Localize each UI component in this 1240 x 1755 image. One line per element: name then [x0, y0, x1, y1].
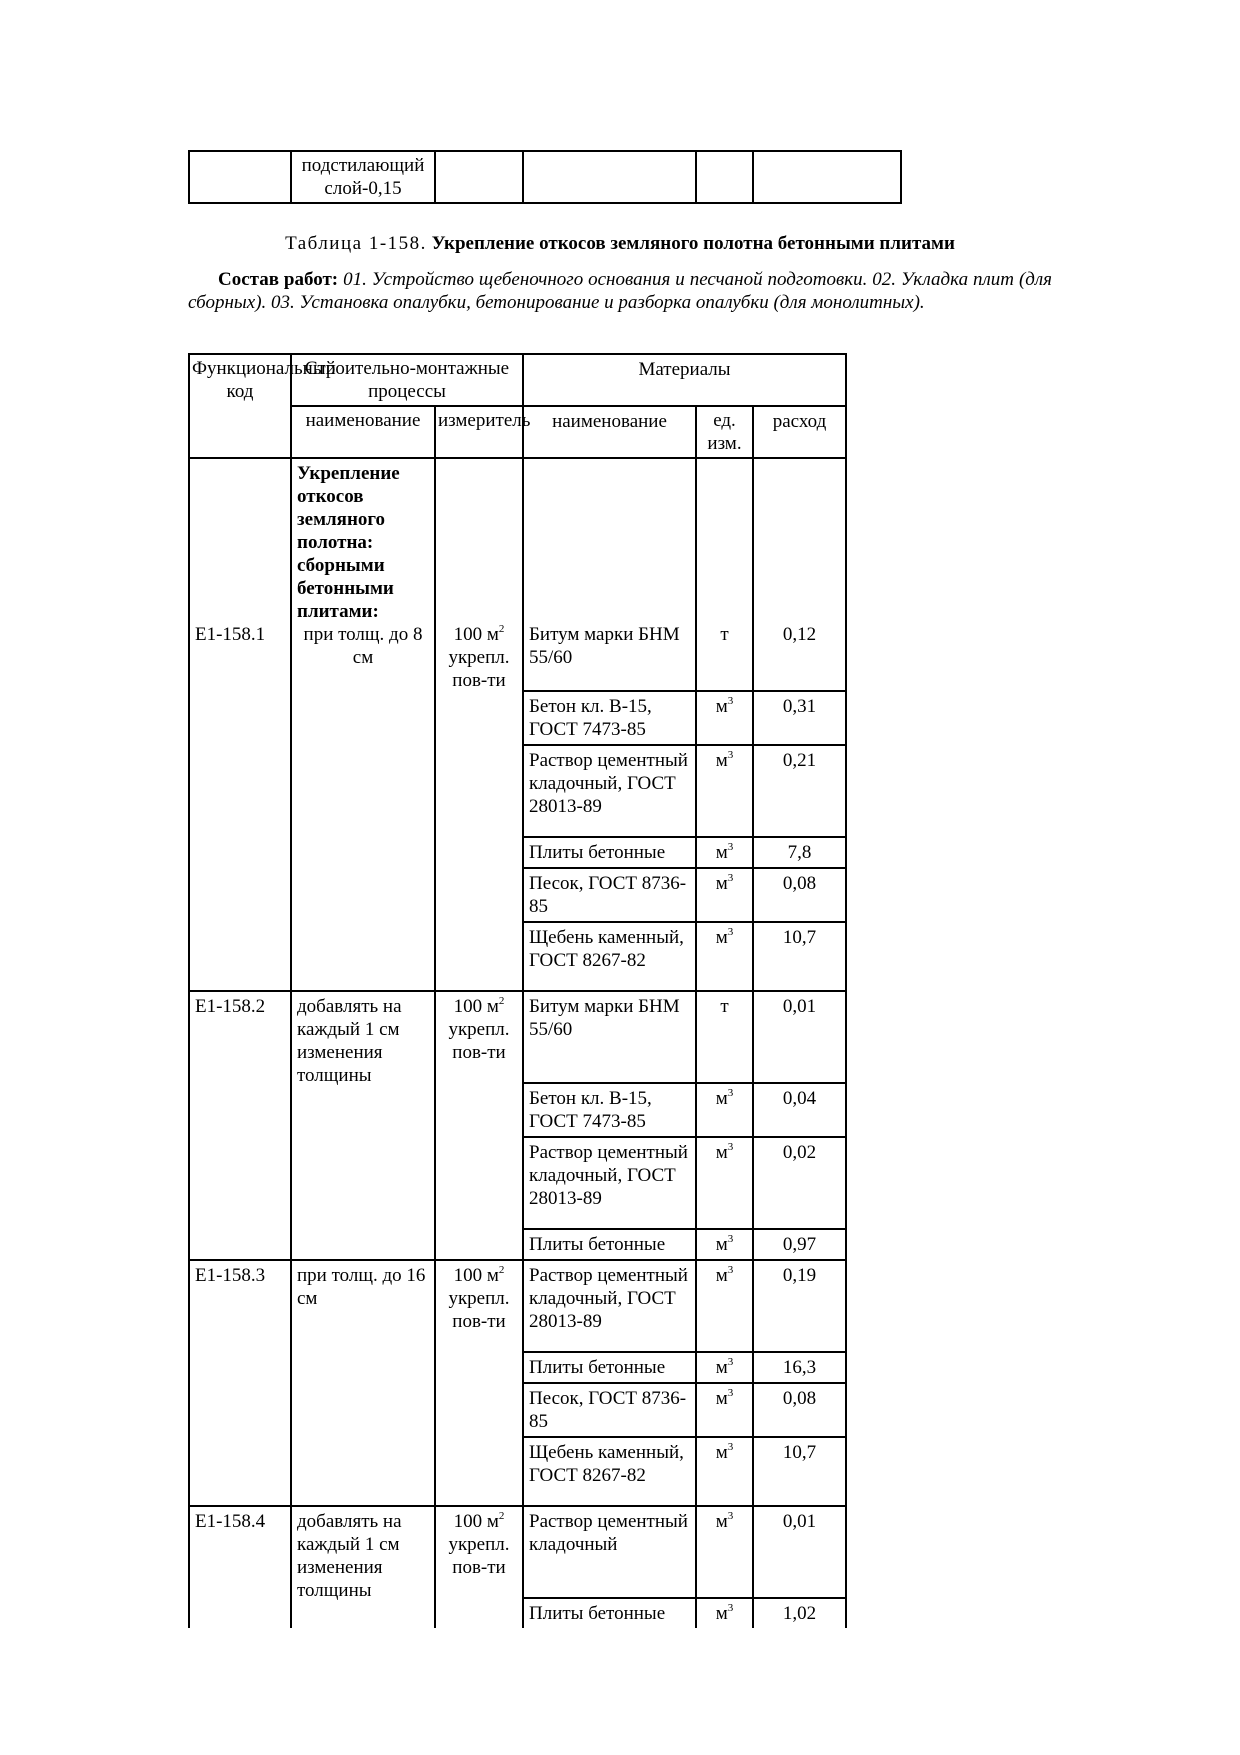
material-consumption — [753, 745, 846, 837]
unit-sup: 3 — [727, 1441, 734, 1453]
row-meter — [435, 1260, 523, 1506]
consumption-value: 0,19 — [782, 1265, 817, 1286]
unit-text: м — [715, 1088, 728, 1109]
table-row — [189, 991, 846, 1083]
composition-text: 01. Устройство щебеночного основания и песчаной подготовки. 02. Укладка плит (для сборных). 03. Установка опалубки, бетонирование и разборка опалубки (для монолитных). — [188, 269, 1052, 313]
consumption-value: 0,01 — [782, 1511, 817, 1532]
consumption-value: 7,8 — [787, 842, 812, 863]
unit-text: т — [720, 996, 729, 1017]
material-name-text: Битум марки БНМ 55/60 — [529, 996, 680, 1040]
caption-label: Таблица 1-158. — [285, 233, 427, 254]
previous-table-fragment — [188, 150, 902, 204]
material-consumption — [753, 868, 846, 922]
material-name — [523, 837, 696, 868]
consumption-value: 0,08 — [782, 873, 817, 894]
consumption-value: 16,3 — [782, 1357, 817, 1378]
unit-text: м — [715, 927, 728, 948]
process-name-text: при толщ. до 8 см — [303, 624, 423, 668]
material-unit — [696, 1229, 753, 1260]
caption-title: Укрепление откосов земляного полотна бетонными плитами — [431, 233, 955, 254]
material-consumption — [753, 1260, 846, 1352]
consumption-value: 0,21 — [782, 750, 817, 771]
consumption-value: 10,7 — [782, 1442, 817, 1463]
row-code — [189, 458, 291, 991]
unit-sup: 3 — [727, 695, 734, 707]
row-meter — [435, 991, 523, 1260]
material-name-text: Плиты бетонные — [529, 1234, 666, 1255]
row-code — [189, 991, 291, 1260]
material-consumption — [753, 1352, 846, 1383]
material-unit — [696, 1437, 753, 1506]
header-processes: Строительно-монтажные процессы — [291, 354, 523, 406]
material-consumption — [753, 1083, 846, 1137]
header-unit: ед. изм. — [696, 406, 753, 458]
table-body — [189, 458, 846, 1628]
consumption-value: 0,01 — [782, 996, 817, 1017]
material-unit — [696, 1260, 753, 1352]
consumption-value: 0,02 — [782, 1142, 817, 1163]
material-consumption — [753, 458, 846, 691]
prev-cell-value — [753, 151, 901, 203]
consumption-value: 0,12 — [782, 624, 817, 645]
table-row — [189, 1260, 846, 1352]
row-process-name — [291, 1506, 435, 1628]
material-consumption — [753, 1506, 846, 1598]
unit-sup: 3 — [727, 749, 734, 761]
work-composition — [188, 268, 1052, 314]
material-consumption — [753, 1229, 846, 1260]
material-unit — [696, 1137, 753, 1229]
material-unit — [696, 922, 753, 991]
meter-rest: укрепл. пов-ти — [448, 1534, 510, 1578]
unit-text: м — [715, 1442, 728, 1463]
meter-rest: укрепл. пов-ти — [448, 647, 510, 691]
prev-cell-code — [189, 151, 291, 203]
material-consumption — [753, 1383, 846, 1437]
material-name-text: Раствор цементный кладочный, ГОСТ 28013-89 — [529, 1142, 688, 1209]
material-name-text: Бетон кл. В-15, ГОСТ 7473-85 — [529, 1088, 652, 1132]
header-row-1 — [189, 354, 846, 406]
unit-text: м — [715, 1511, 728, 1532]
material-name-text: Раствор цементный кладочный, ГОСТ 28013-89 — [529, 750, 688, 817]
header-mat-name: наименование — [523, 406, 696, 458]
material-name-text: Плиты бетонные — [529, 1357, 666, 1378]
material-consumption — [753, 991, 846, 1083]
unit-text: м — [715, 750, 728, 771]
material-name-text: Раствор цементный кладочный — [529, 1511, 688, 1555]
unit-text: м — [715, 873, 728, 894]
material-name — [523, 1260, 696, 1352]
material-name — [523, 691, 696, 745]
process-name-text: добавлять на каждый 1 см изменения толщины — [297, 1511, 402, 1601]
code-text: Е1-158.2 — [195, 996, 266, 1017]
row-meter — [435, 458, 523, 991]
row-process-name — [291, 1260, 435, 1506]
unit-sup: 3 — [727, 1602, 734, 1614]
material-name-text: Щебень каменный, ГОСТ 8267-82 — [529, 927, 684, 971]
material-name-text: Песок, ГОСТ 8736-85 — [529, 873, 687, 917]
unit-text: м — [715, 1603, 728, 1624]
material-name — [523, 1229, 696, 1260]
unit-text: м — [715, 1388, 728, 1409]
material-name — [523, 1083, 696, 1137]
row-process-name — [291, 991, 435, 1260]
unit-sup: 3 — [727, 1264, 734, 1276]
table-caption — [188, 232, 1052, 255]
unit-sup: 3 — [727, 926, 734, 938]
material-unit — [696, 1083, 753, 1137]
row-meter — [435, 1506, 523, 1628]
row-code — [189, 1260, 291, 1506]
material-consumption — [753, 691, 846, 745]
table-row — [189, 458, 846, 691]
unit-text: м — [715, 842, 728, 863]
meter-value: 100 м — [453, 1511, 499, 1532]
consumption-value: 0,31 — [782, 696, 817, 717]
material-unit — [696, 1352, 753, 1383]
header-meter: измеритель — [435, 406, 523, 458]
material-name-text: Бетон кл. В-15, ГОСТ 7473-85 — [529, 696, 652, 740]
meter-rest: укрепл. пов-ти — [448, 1019, 510, 1063]
material-unit — [696, 991, 753, 1083]
unit-text: м — [715, 1234, 728, 1255]
prev-cell-unit — [696, 151, 753, 203]
material-consumption — [753, 922, 846, 991]
material-name — [523, 1137, 696, 1229]
main-table — [188, 353, 847, 1628]
unit-text: м — [715, 696, 728, 717]
material-name — [523, 1437, 696, 1506]
material-name — [523, 1352, 696, 1383]
unit-sup: 3 — [727, 841, 734, 853]
row-process-name — [291, 458, 435, 991]
unit-text: м — [715, 1142, 728, 1163]
material-consumption — [753, 1598, 846, 1628]
material-unit — [696, 458, 753, 691]
meter-sup: 2 — [498, 1264, 505, 1276]
material-name — [523, 458, 696, 691]
header-proc-name: наименование — [291, 406, 435, 458]
header-materials: Материалы — [523, 354, 846, 406]
unit-text: м — [715, 1357, 728, 1378]
material-name — [523, 1506, 696, 1598]
material-unit — [696, 868, 753, 922]
material-name-text: Битум марки БНМ 55/60 — [529, 624, 680, 668]
material-name — [523, 922, 696, 991]
unit-sup: 3 — [727, 1233, 734, 1245]
consumption-value: 1,02 — [782, 1603, 817, 1624]
material-name — [523, 745, 696, 837]
section-title: Укрепление откосов земляного полотна: сборными бетонными плитами: — [297, 463, 400, 622]
header-code: Функциональный код — [189, 354, 291, 458]
unit-sup: 3 — [727, 1387, 734, 1399]
prev-cell-name: подстилающий слой-0,15 — [291, 151, 435, 203]
code-text: Е1-158.4 — [195, 1511, 266, 1532]
material-name — [523, 1383, 696, 1437]
table-row — [189, 151, 901, 203]
consumption-value: 10,7 — [782, 927, 817, 948]
unit-sup: 3 — [727, 1087, 734, 1099]
material-name-text: Щебень каменный, ГОСТ 8267-82 — [529, 1442, 684, 1486]
material-consumption — [753, 1437, 846, 1506]
process-name-text: добавлять на каждый 1 см изменения толщины — [297, 996, 402, 1086]
header-consumption: расход — [753, 406, 846, 458]
code-text: Е1-158.1 — [195, 624, 266, 645]
unit-sup: 3 — [727, 1356, 734, 1368]
material-unit — [696, 1383, 753, 1437]
meter-value: 100 м — [453, 624, 499, 645]
composition-label: Состав работ: — [218, 269, 339, 290]
unit-sup: 3 — [727, 1510, 734, 1522]
unit-text: м — [715, 1265, 728, 1286]
material-unit — [696, 1598, 753, 1628]
consumption-value: 0,04 — [782, 1088, 817, 1109]
material-name — [523, 991, 696, 1083]
unit-sup: 3 — [727, 1141, 734, 1153]
meter-value: 100 м — [453, 996, 499, 1017]
material-name-text: Плиты бетонные — [529, 842, 666, 863]
consumption-value: 0,08 — [782, 1388, 817, 1409]
material-name — [523, 1598, 696, 1628]
material-name-text: Плиты бетонные — [529, 1603, 666, 1624]
material-name-text: Песок, ГОСТ 8736-85 — [529, 1388, 687, 1432]
material-name — [523, 868, 696, 922]
code-text: Е1-158.3 — [195, 1265, 266, 1286]
material-unit — [696, 1506, 753, 1598]
unit-sup: 3 — [727, 872, 734, 884]
meter-rest: укрепл. пов-ти — [448, 1288, 510, 1332]
meter-sup: 2 — [498, 623, 505, 635]
material-consumption — [753, 1137, 846, 1229]
table-row — [189, 1506, 846, 1598]
material-unit — [696, 745, 753, 837]
prev-cell-material — [523, 151, 696, 203]
meter-value: 100 м — [453, 1265, 499, 1286]
meter-sup: 2 — [498, 995, 505, 1007]
material-unit — [696, 837, 753, 868]
material-consumption — [753, 837, 846, 868]
material-unit — [696, 691, 753, 745]
material-name-text: Раствор цементный кладочный, ГОСТ 28013-89 — [529, 1265, 688, 1332]
meter-sup: 2 — [498, 1510, 505, 1522]
row-code — [189, 1506, 291, 1628]
prev-cell-meter — [435, 151, 523, 203]
process-name-text: при толщ. до 16 см — [297, 1265, 426, 1309]
consumption-value: 0,97 — [782, 1234, 817, 1255]
unit-text: т — [720, 624, 729, 645]
